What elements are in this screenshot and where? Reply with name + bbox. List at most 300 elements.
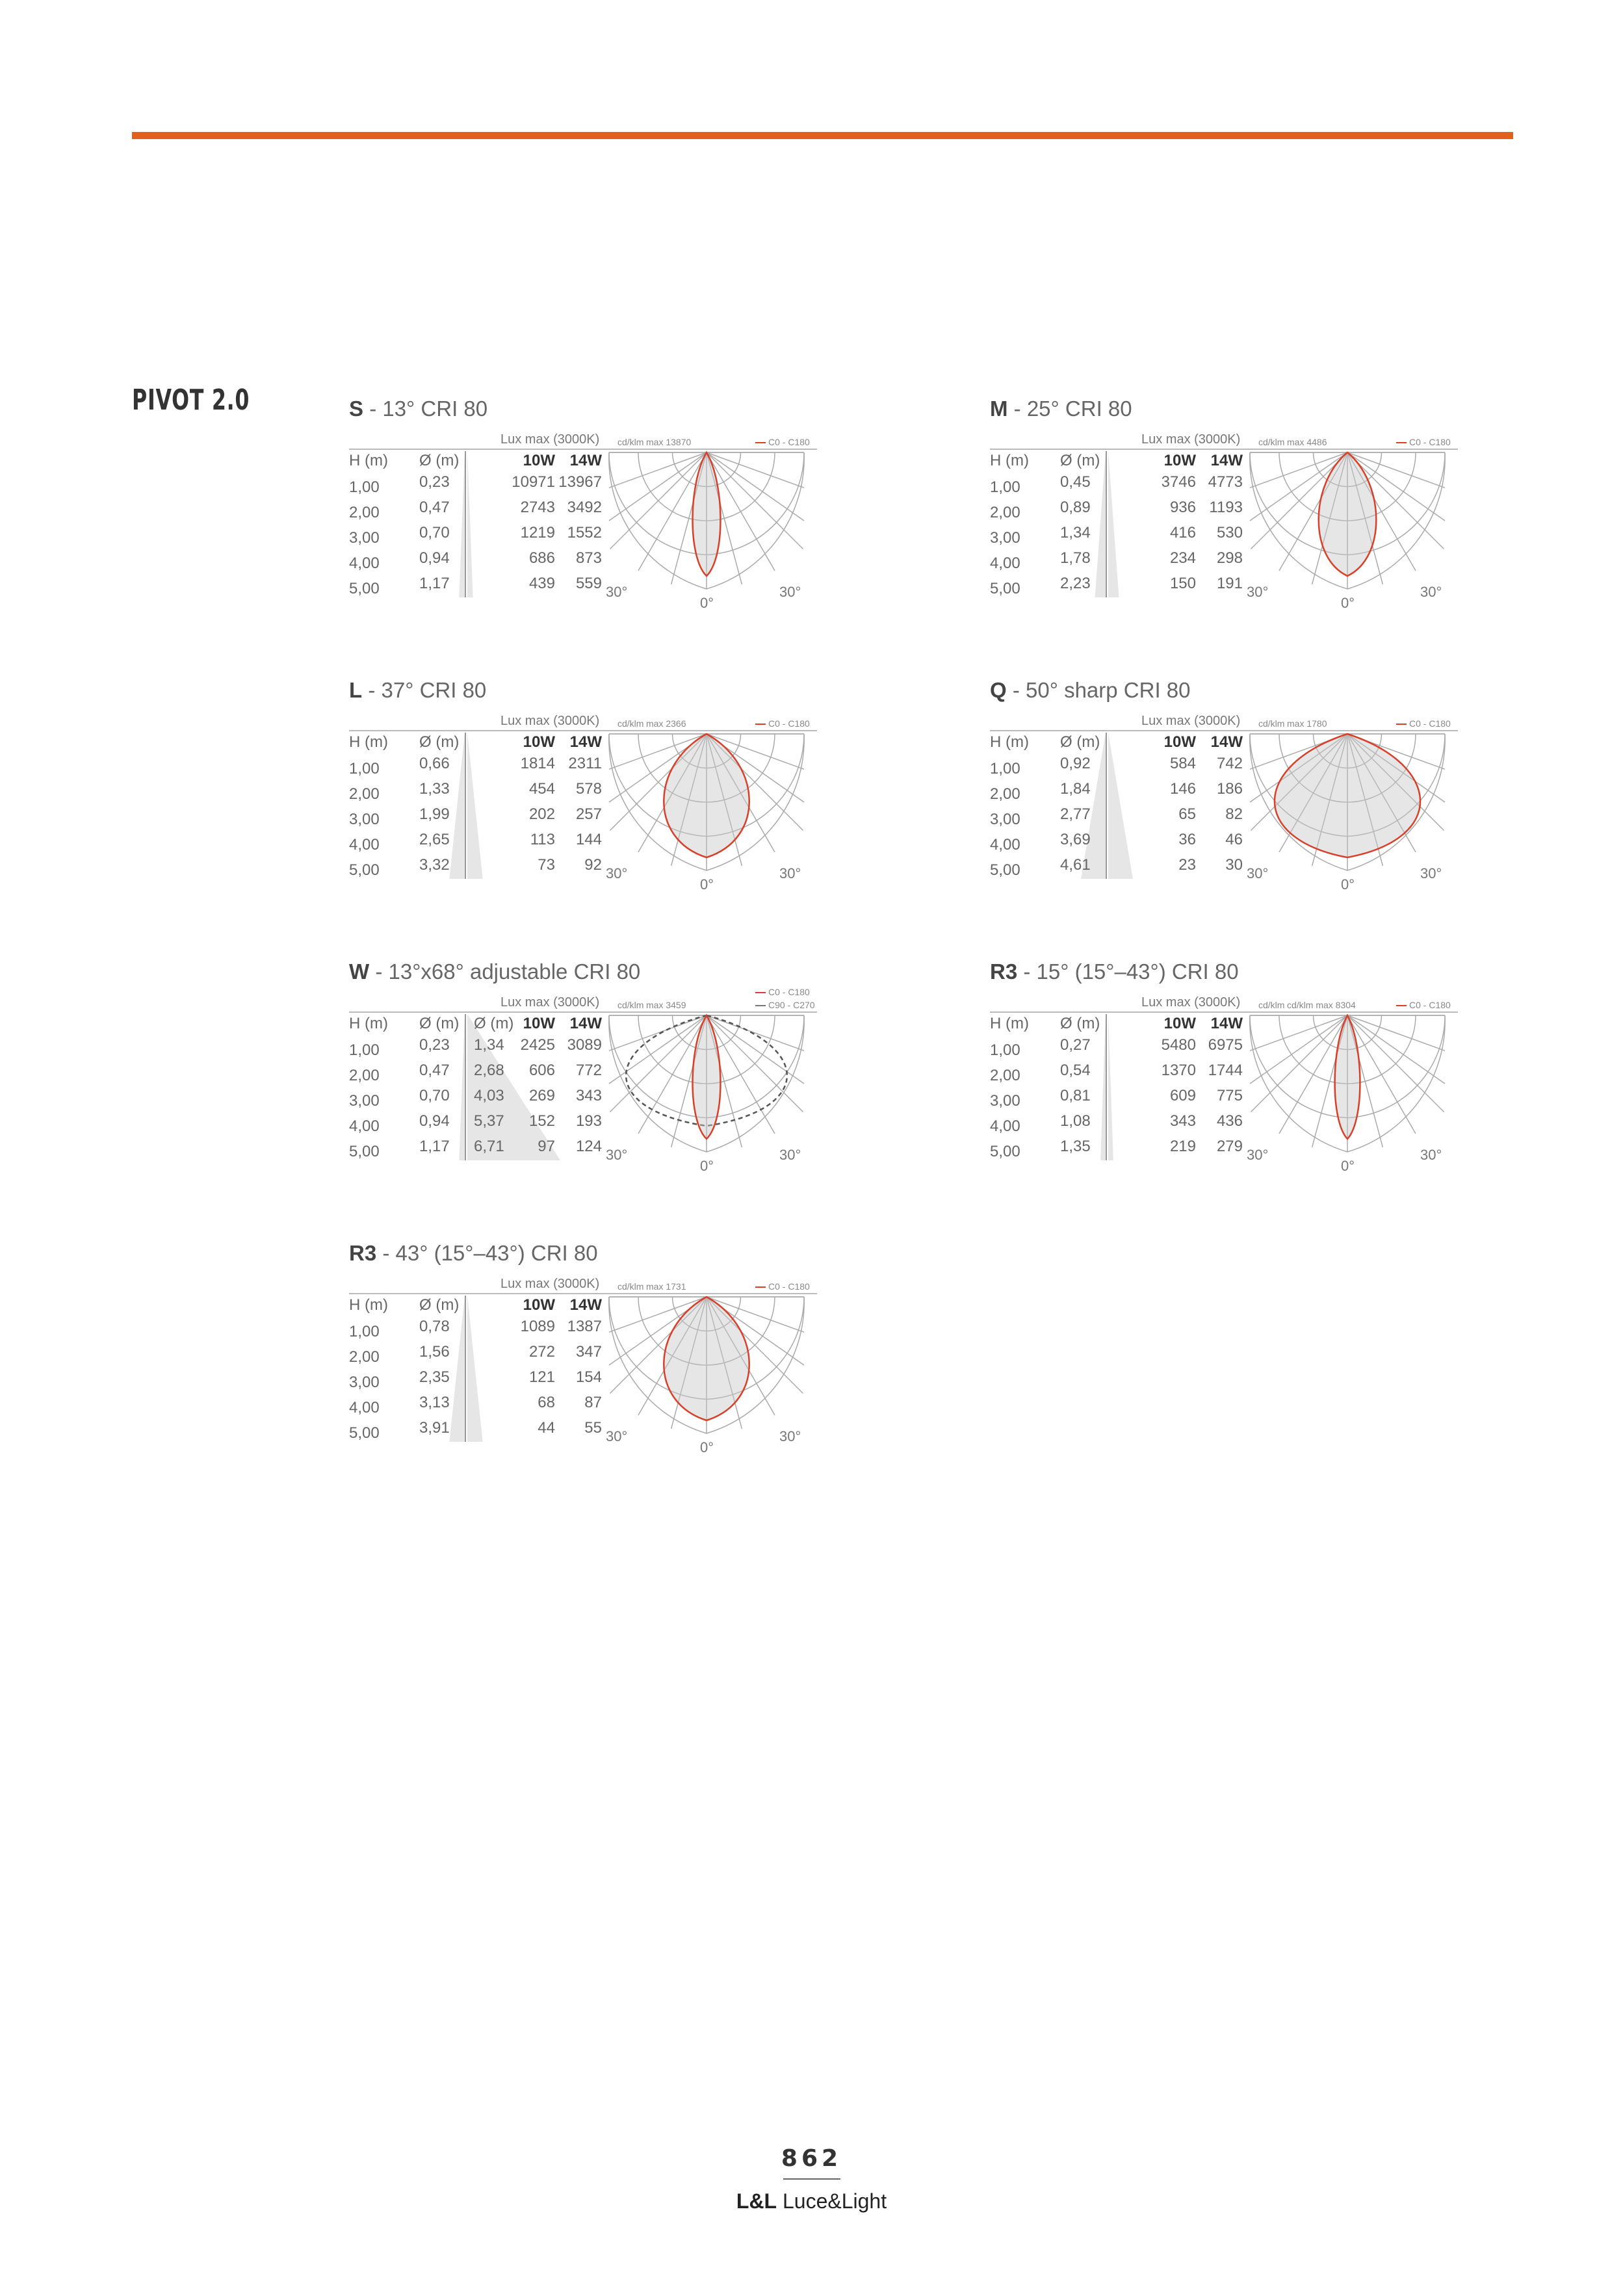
angle-label-left: 30° <box>1247 1147 1269 1163</box>
block-title <box>990 678 1191 703</box>
lux-14w-value: 92 <box>584 856 602 874</box>
cd-klm-label: cd/klm <box>1258 437 1285 447</box>
height-value: 2,00 <box>349 1067 380 1084</box>
beam-description: - 37° CRI 80 <box>368 678 487 702</box>
angle-label-right: 30° <box>1420 584 1442 600</box>
lux-10w-value: 609 <box>1169 1087 1196 1104</box>
beam-description: - 25° CRI 80 <box>1013 397 1132 421</box>
height-value: 1,00 <box>990 478 1020 496</box>
angle-label-zero: 0° <box>700 876 714 893</box>
col-height-header: H (m) <box>349 733 388 751</box>
lux-10w-value: 5480 <box>1161 1036 1196 1054</box>
polar-spoke <box>610 452 707 549</box>
col-10w-header: 10W <box>523 1296 555 1314</box>
lux-14w-value: 436 <box>1216 1112 1243 1130</box>
diameter2-value: 2,68 <box>474 1062 504 1079</box>
diameter-value: 0,81 <box>1060 1087 1091 1104</box>
height-value: 5,00 <box>990 1143 1020 1160</box>
diameter-value: 0,23 <box>419 473 450 491</box>
lux-14w-value: 742 <box>1216 755 1243 772</box>
height-value: 1,00 <box>990 760 1020 777</box>
diameter-value: 2,23 <box>1060 575 1091 592</box>
lux-max-label: Lux max (3000K) <box>500 432 600 447</box>
block-title <box>349 397 487 421</box>
height-value: 1,00 <box>349 760 380 777</box>
lux-14w-value: 775 <box>1216 1087 1243 1104</box>
diameter-value: 0,47 <box>419 1062 450 1079</box>
brand-rest: Luce&Light <box>777 2189 887 2213</box>
height-value: 3,00 <box>990 811 1020 828</box>
height-value: 4,00 <box>990 554 1020 572</box>
height-value: 2,00 <box>349 785 380 803</box>
lux-14w-value: 82 <box>1225 805 1243 823</box>
cone-shade-left <box>449 1296 465 1442</box>
diameter-value: 2,35 <box>419 1368 450 1386</box>
lux-14w-value: 1387 <box>567 1318 602 1335</box>
col-diameter-header: Ø (m) <box>1060 452 1100 469</box>
height-value: 2,00 <box>990 785 1020 803</box>
diameter-value: 0,23 <box>419 1036 450 1054</box>
height-value: 4,00 <box>349 1399 380 1416</box>
lux-14w-value: 279 <box>1216 1138 1243 1155</box>
height-value: 3,00 <box>349 811 380 828</box>
intensity-curve-c0 <box>1335 1015 1360 1139</box>
cone-shade-left <box>459 1014 465 1160</box>
polar-spoke <box>610 1015 707 1112</box>
polar-spoke <box>1347 1015 1444 1112</box>
lux-14w-value: 13967 <box>558 473 602 491</box>
polar-spoke <box>707 452 803 549</box>
beam-code: M <box>990 397 1008 421</box>
polar-spoke <box>707 1015 804 1084</box>
max-intensity-label: max 4486 <box>1287 437 1327 447</box>
angle-label-right: 30° <box>779 1147 801 1163</box>
height-value: 3,00 <box>349 1374 380 1391</box>
col-diameter-header: Ø (m) <box>1060 733 1100 751</box>
beam-code: R3 <box>349 1241 377 1265</box>
height-value: 1,00 <box>990 1041 1020 1059</box>
diameter-value: 1,99 <box>419 805 450 823</box>
height-value: 5,00 <box>349 1424 380 1442</box>
intensity-curve-c0 <box>1319 452 1377 576</box>
diameter-value: 0,45 <box>1060 473 1091 491</box>
beam-code: R3 <box>990 959 1018 984</box>
lux-10w-value: 146 <box>1169 780 1196 798</box>
diameter2-value: 1,34 <box>474 1036 504 1054</box>
height-value: 4,00 <box>349 836 380 854</box>
beam-description: - 13°x68° adjustable CRI 80 <box>375 959 641 984</box>
lux-10w-value: 1814 <box>520 755 555 772</box>
diameter2-value: 4,03 <box>474 1087 504 1104</box>
lux-max-label: Lux max (3000K) <box>500 995 600 1010</box>
col-14w-header: 14W <box>1210 1015 1243 1032</box>
polar-spoke <box>609 1015 707 1084</box>
col-diameter-header: Ø (m) <box>419 452 460 469</box>
max-intensity-label: max 1731 <box>646 1281 686 1292</box>
cd-klm-label: cd/klm <box>617 437 644 447</box>
lux-14w-value: 4773 <box>1208 473 1243 491</box>
angle-label-zero: 0° <box>700 1439 714 1455</box>
beam-code: S <box>349 397 364 421</box>
col-height-header: H (m) <box>990 733 1029 751</box>
diameter-value: 0,94 <box>419 549 450 567</box>
col-10w-header: 10W <box>1163 733 1196 751</box>
page-number: 862 <box>781 2145 842 2172</box>
cd-klm-label: cd/klm <box>617 1000 644 1010</box>
lux-max-label: Lux max (3000K) <box>1141 995 1241 1010</box>
cone-shade-right <box>467 451 473 597</box>
lux-10w-value: 439 <box>528 575 555 592</box>
polar-spoke <box>1250 1015 1347 1084</box>
beam-code: Q <box>990 678 1007 702</box>
brand-name <box>0 2189 1623 2213</box>
col-14w-header: 14W <box>1210 452 1243 469</box>
angle-label-left: 30° <box>1247 865 1269 881</box>
col-height-header: H (m) <box>990 452 1029 469</box>
cone-shade-right <box>467 733 483 879</box>
height-value: 5,00 <box>349 1143 380 1160</box>
angle-label-right: 30° <box>1420 1147 1442 1163</box>
diameter2-value: 6,71 <box>474 1138 504 1155</box>
angle-label-zero: 0° <box>1341 1158 1355 1174</box>
cd-klm-label: cd/klm <box>617 718 644 729</box>
angle-label-right: 30° <box>779 1428 801 1444</box>
col-10w-header: 10W <box>523 452 555 469</box>
table-vertical-rule <box>1106 451 1107 597</box>
lux-10w-value: 73 <box>538 856 555 874</box>
diameter-value: 2,65 <box>419 831 450 848</box>
diameter-value: 1,33 <box>419 780 450 798</box>
lux-14w-value: 6975 <box>1208 1036 1243 1054</box>
cd-klm-label: cd/klm <box>1258 718 1285 729</box>
col-10w-header: 10W <box>523 1015 555 1032</box>
col-height-header: H (m) <box>349 1015 388 1032</box>
lux-10w-value: 584 <box>1169 755 1196 772</box>
diameter-value: 0,94 <box>419 1112 450 1130</box>
block-title <box>349 1241 598 1266</box>
cone-shade-right <box>1108 1014 1113 1160</box>
height-value: 3,00 <box>349 529 380 547</box>
lux-10w-value: 65 <box>1178 805 1196 823</box>
polar-spoke <box>1347 1015 1445 1084</box>
diameter-value: 3,91 <box>419 1419 450 1437</box>
legend-c0-label: C0 - C180 <box>1409 437 1451 447</box>
diameter-value: 2,77 <box>1060 805 1091 823</box>
height-value: 5,00 <box>349 580 380 597</box>
table-vertical-rule <box>465 451 466 597</box>
block-title <box>349 959 640 984</box>
legend-c0 <box>755 987 810 997</box>
lux-max-label: Lux max (3000K) <box>1141 432 1241 447</box>
polar-spoke <box>609 1015 707 1050</box>
polar-diagram <box>606 1280 820 1455</box>
col-10w-header: 10W <box>523 733 555 751</box>
lux-14w-value: 257 <box>575 805 602 823</box>
diameter-value: 0,70 <box>419 524 450 541</box>
col-10w-header: 10W <box>1163 452 1196 469</box>
cone-shade-left <box>449 733 465 879</box>
diameter-value: 0,70 <box>419 1087 450 1104</box>
cone-shade-right <box>467 1296 483 1442</box>
lux-10w-value: 3746 <box>1161 473 1196 491</box>
lux-10w-value: 44 <box>538 1419 555 1437</box>
lux-14w-value: 55 <box>584 1419 602 1437</box>
height-value: 3,00 <box>349 1092 380 1110</box>
height-value: 3,00 <box>990 1092 1020 1110</box>
lux-10w-value: 272 <box>528 1343 555 1361</box>
lux-10w-value: 1089 <box>520 1318 555 1335</box>
diameter-value: 1,78 <box>1060 549 1091 567</box>
col-diameter-header: Ø (m) <box>419 1296 460 1314</box>
polar-diagram <box>606 436 820 611</box>
lux-10w-value: 219 <box>1169 1138 1196 1155</box>
diameter-value: 0,54 <box>1060 1062 1091 1079</box>
lux-14w-value: 2311 <box>568 755 602 772</box>
angle-label-left: 30° <box>606 584 628 600</box>
angle-label-zero: 0° <box>700 1158 714 1174</box>
diameter-value: 3,32 <box>419 856 450 874</box>
block-title <box>990 959 1239 984</box>
lux-14w-value: 578 <box>575 780 602 798</box>
height-value: 1,00 <box>349 1323 380 1340</box>
lux-14w-value: 3089 <box>567 1036 602 1054</box>
polar-spoke <box>609 452 707 521</box>
lux-10w-value: 113 <box>530 831 555 848</box>
footer-divider <box>783 2178 840 2180</box>
photometric-block <box>349 397 817 611</box>
height-value: 4,00 <box>990 836 1020 854</box>
diameter-value: 0,89 <box>1060 499 1091 516</box>
col-height-header: H (m) <box>349 1296 388 1314</box>
angle-label-left: 30° <box>1247 584 1269 600</box>
legend-c0-label: C0 - C180 <box>768 1281 810 1292</box>
height-value: 2,00 <box>349 1348 380 1366</box>
cone-shade-left <box>1095 451 1106 597</box>
col-diameter-header: Ø (m) <box>419 733 460 751</box>
intensity-curve-c0 <box>693 452 721 576</box>
block-title <box>990 397 1132 421</box>
beam-description: - 13° CRI 80 <box>369 397 488 421</box>
max-intensity-label: max 1780 <box>1287 718 1327 729</box>
col-14w-header: 14W <box>569 733 602 751</box>
lux-10w-value: 150 <box>1169 575 1196 592</box>
angle-label-zero: 0° <box>1341 595 1355 611</box>
cone-shade-left <box>1100 1014 1106 1160</box>
lux-10w-value: 68 <box>538 1394 555 1411</box>
photometric-block <box>990 678 1458 893</box>
lux-14w-value: 772 <box>575 1062 602 1079</box>
lux-14w-value: 873 <box>575 549 602 567</box>
diameter-value: 0,27 <box>1060 1036 1091 1054</box>
lux-10w-value: 686 <box>528 549 555 567</box>
height-value: 1,00 <box>349 1041 380 1059</box>
brand-bold: L&L <box>736 2189 777 2213</box>
lux-14w-value: 30 <box>1225 856 1243 874</box>
diameter-value: 1,35 <box>1060 1138 1091 1155</box>
legend-c0-label: C0 - C180 <box>1409 1000 1451 1010</box>
polar-spoke <box>707 452 804 521</box>
col-14w-header: 14W <box>1210 733 1243 751</box>
lux-10w-value: 36 <box>1178 831 1196 848</box>
diameter-value: 1,34 <box>1060 524 1091 541</box>
diameter-value: 1,84 <box>1060 780 1091 798</box>
lux-10w-value: 606 <box>528 1062 555 1079</box>
diameter-value: 1,17 <box>419 1138 450 1155</box>
lux-max-label: Lux max (3000K) <box>1141 714 1241 728</box>
lux-10w-value: 2425 <box>520 1036 555 1054</box>
height-value: 5,00 <box>990 861 1020 879</box>
beam-code: L <box>349 678 363 702</box>
beam-description: - 43° (15°–43°) CRI 80 <box>382 1241 598 1265</box>
polar-spoke <box>1250 1015 1347 1050</box>
table-vertical-rule <box>465 1296 466 1442</box>
legend-c0-swatch <box>755 992 766 993</box>
table-vertical-rule <box>1106 1014 1107 1160</box>
diameter-value: 0,66 <box>419 755 450 772</box>
diameter-value: 0,92 <box>1060 755 1091 772</box>
polar-spoke <box>707 1015 803 1112</box>
lux-10w-value: 202 <box>528 805 555 823</box>
polar-diagram <box>1247 436 1461 611</box>
max-intensity-label: max 2366 <box>646 718 686 729</box>
angle-label-left: 30° <box>606 1147 628 1163</box>
table-vertical-rule <box>465 733 466 879</box>
product-name: PIVOT 2.0 <box>132 384 250 417</box>
lux-14w-value: 298 <box>1216 549 1243 567</box>
polar-spoke <box>609 452 707 488</box>
col-10w-header: 10W <box>1163 1015 1196 1032</box>
lux-10w-value: 10971 <box>512 473 555 491</box>
beam-description: - 50° sharp CRI 80 <box>1012 678 1191 702</box>
polar-spoke <box>707 452 804 488</box>
lux-10w-value: 2743 <box>520 499 555 516</box>
photometric-block <box>990 397 1458 611</box>
lux-14w-value: 343 <box>575 1087 602 1104</box>
lux-14w-value: 1552 <box>567 524 602 541</box>
angle-label-left: 30° <box>606 865 628 881</box>
height-value: 4,00 <box>349 554 380 572</box>
diameter-value: 0,78 <box>419 1318 450 1335</box>
angle-label-left: 30° <box>606 1428 628 1444</box>
height-value: 4,00 <box>349 1117 380 1135</box>
table-vertical-rule <box>1106 733 1107 879</box>
max-intensity-label: cd/klm max 8304 <box>1287 1000 1356 1010</box>
lux-14w-value: 530 <box>1216 524 1243 541</box>
height-value: 2,00 <box>990 1067 1020 1084</box>
angle-label-right: 30° <box>779 865 801 881</box>
beam-code: W <box>349 959 370 984</box>
polar-spoke <box>707 1015 804 1050</box>
height-value: 5,00 <box>990 580 1020 597</box>
height-value: 4,00 <box>990 1117 1020 1135</box>
col-height-header: H (m) <box>990 1015 1029 1032</box>
diameter-value: 1,56 <box>419 1343 450 1361</box>
lux-10w-value: 936 <box>1169 499 1196 516</box>
polar-diagram <box>1247 998 1461 1174</box>
lux-14w-value: 124 <box>575 1138 602 1155</box>
lux-10w-value: 343 <box>1169 1112 1196 1130</box>
lux-10w-value: 454 <box>528 780 555 798</box>
height-value: 1,00 <box>349 478 380 496</box>
lux-10w-value: 23 <box>1178 856 1196 874</box>
cd-klm-label: cd/klm <box>617 1281 644 1292</box>
diameter-value: 1,08 <box>1060 1112 1091 1130</box>
polar-diagram <box>1247 717 1461 893</box>
lux-10w-value: 152 <box>528 1112 555 1130</box>
lux-14w-value: 1193 <box>1209 499 1243 516</box>
legend-c90-label: C90 - C270 <box>768 1000 815 1010</box>
height-value: 3,00 <box>990 529 1020 547</box>
diameter2-value: 5,37 <box>474 1112 504 1130</box>
polar-diagram <box>606 987 820 1174</box>
photometric-block <box>349 678 817 893</box>
angle-label-zero: 0° <box>700 595 714 611</box>
intensity-curve-c0 <box>693 1015 721 1139</box>
angle-label-zero: 0° <box>1341 876 1355 893</box>
legend-c0-label: C0 - C180 <box>768 987 810 997</box>
lux-14w-value: 154 <box>575 1368 602 1386</box>
polar-spoke <box>1347 1015 1445 1050</box>
height-value: 5,00 <box>349 861 380 879</box>
legend-c0-label: C0 - C180 <box>768 437 810 447</box>
lux-14w-value: 3492 <box>567 499 602 516</box>
col-14w-header: 14W <box>569 1296 602 1314</box>
lux-14w-value: 186 <box>1216 780 1243 798</box>
lux-14w-value: 559 <box>575 575 602 592</box>
col-diameter-header: Ø (m) <box>419 1015 460 1032</box>
angle-label-right: 30° <box>779 584 801 600</box>
lux-10w-value: 121 <box>528 1368 555 1386</box>
cd-klm-label: cd/klm <box>1258 1000 1285 1010</box>
col-14w-header: 14W <box>569 1015 602 1032</box>
beam-description: - 15° (15°–43°) CRI 80 <box>1023 959 1239 984</box>
diameter-value: 3,69 <box>1060 831 1091 848</box>
lux-14w-value: 193 <box>575 1112 602 1130</box>
photometric-block <box>990 959 1458 1174</box>
col-height-header: H (m) <box>349 452 388 469</box>
angle-label-right: 30° <box>1420 865 1442 881</box>
col-14w-header: 14W <box>569 452 602 469</box>
table-vertical-rule <box>465 1014 466 1160</box>
photometric-block <box>349 959 817 1174</box>
lux-10w-value: 234 <box>1169 549 1196 567</box>
legend-c0-label: C0 - C180 <box>1409 718 1451 729</box>
cone-shade-left <box>459 451 465 597</box>
diameter-value: 0,47 <box>419 499 450 516</box>
lux-14w-value: 144 <box>575 831 602 848</box>
photometric-block <box>349 1241 817 1455</box>
lux-14w-value: 87 <box>584 1394 602 1411</box>
intensity-curve-c0 <box>664 734 749 857</box>
lux-14w-value: 191 <box>1216 575 1243 592</box>
lux-14w-value: 347 <box>575 1343 602 1361</box>
cone-shade-right <box>1108 733 1133 879</box>
polar-spoke <box>1251 1015 1347 1112</box>
lux-max-label: Lux max (3000K) <box>500 1277 600 1291</box>
lux-10w-value: 269 <box>528 1087 555 1104</box>
diameter-value: 1,17 <box>419 575 450 592</box>
intensity-curve-c0 <box>664 1297 749 1420</box>
diameter-value: 3,13 <box>419 1394 450 1411</box>
height-value: 2,00 <box>349 504 380 521</box>
max-intensity-label: max 13870 <box>646 437 692 447</box>
col-diameter2-header: Ø (m) <box>474 1015 514 1032</box>
lux-max-label: Lux max (3000K) <box>500 714 600 728</box>
lux-10w-value: 97 <box>538 1138 555 1155</box>
block-title <box>349 678 486 703</box>
height-value: 2,00 <box>990 504 1020 521</box>
diameter-value: 4,61 <box>1060 856 1091 874</box>
